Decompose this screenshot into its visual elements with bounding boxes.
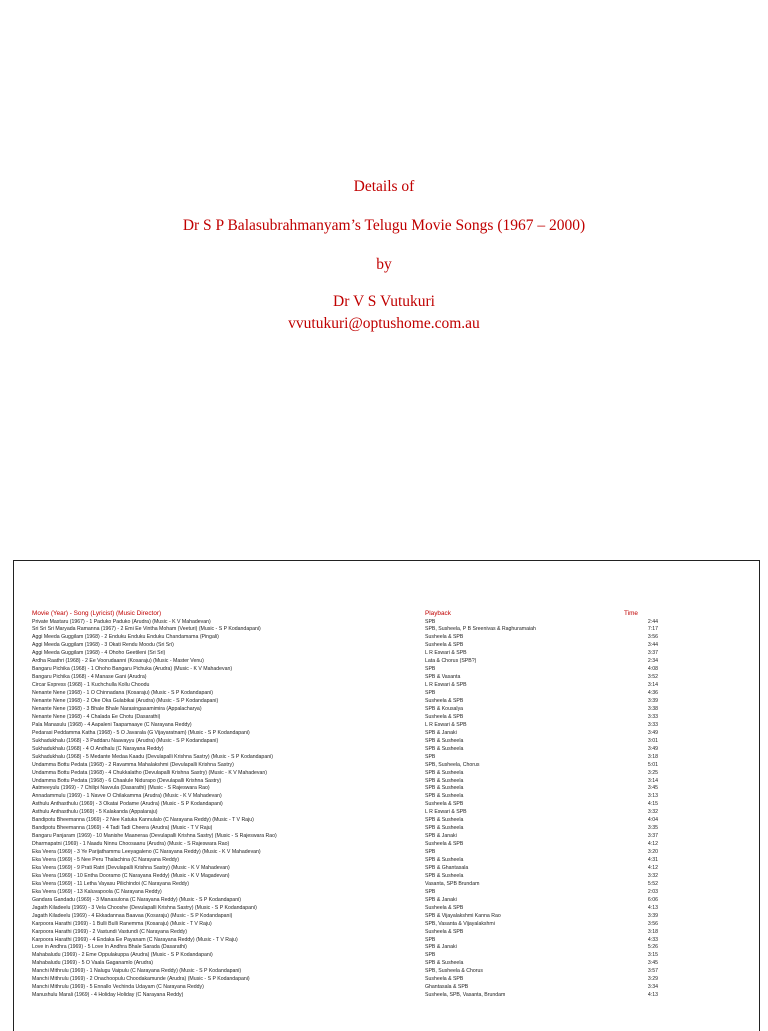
author-name: Dr V S Vutukuri bbox=[333, 293, 435, 310]
table-row bbox=[14, 690, 759, 698]
playback-cell: SPB & Janaki bbox=[425, 944, 457, 951]
table-row bbox=[14, 825, 759, 833]
table-row bbox=[14, 984, 759, 992]
song-cell: Undamma Bottu Pedata (1968) - 2 Ravamma Mahalakshmi (Devulapalli Krishna Sastry) bbox=[32, 761, 234, 768]
table-row bbox=[14, 793, 759, 801]
playback-cell: Susheela & SPB bbox=[425, 801, 464, 808]
table-row bbox=[14, 992, 759, 1000]
table-row bbox=[14, 960, 759, 968]
song-cell: Karpoora Harathi (1969) - 2 Vastundi Vastundi (C Narayana Reddy) bbox=[32, 928, 187, 935]
playback-cell: SPB bbox=[425, 849, 436, 856]
time-cell: 4:15 bbox=[647, 801, 658, 808]
table-row bbox=[14, 698, 759, 706]
time-cell: 4:13 bbox=[647, 992, 658, 999]
time-cell: 4:08 bbox=[647, 666, 658, 673]
song-cell: Karpoora Harathi (1969) - 1 Bulli Bulli Ranemma (Kosaraju) (Music - T V Raju) bbox=[32, 920, 212, 927]
song-cell: Undamma Bottu Pedata (1968) - 4 Chukkalatho (Devulapalli Krishna Sastry) (Music - K V Mahadevan) bbox=[32, 769, 267, 776]
playback-cell: SPB & Susheela bbox=[425, 817, 464, 824]
playback-cell: Susheela & SPB bbox=[425, 841, 464, 848]
playback-cell: SPB & Janaki bbox=[425, 896, 457, 903]
playback-cell: SPB & Kousalya bbox=[425, 705, 464, 712]
song-cell: Bangaru Pichika (1968) - 1 Ohoho Bangaru Pichuka (Arudra) (Music - K V Mahadevan) bbox=[32, 666, 233, 673]
table-row bbox=[14, 658, 759, 666]
song-cell: Pala Manasulu (1968) - 4 Aapaleni Taapamaaye (C Narayana Reddy) bbox=[32, 721, 192, 728]
table-row bbox=[14, 634, 759, 642]
table-row bbox=[14, 762, 759, 770]
time-cell: 4:36 bbox=[647, 690, 658, 697]
song-cell: Nenante Nene (1968) - 3 Bhale Bhale Narasingasamimira (Appalacharya) bbox=[32, 705, 202, 712]
time-cell: 3:57 bbox=[647, 968, 658, 975]
time-cell: 3:45 bbox=[647, 785, 658, 792]
author-email: vvutukuri@optushome.com.au bbox=[288, 315, 480, 332]
playback-cell: SPB & Vijayalakshmi Kanna Rao bbox=[425, 912, 501, 919]
table-row bbox=[14, 730, 759, 738]
table-row bbox=[14, 674, 759, 682]
song-cell: Manushulu Marali (1969) - 4 Holiday Holiday (C Narayana Reddy) bbox=[32, 992, 184, 999]
song-cell: Asthulu Anthasthulu (1969) - 3 Okatai Podame (Arudra) (Music - S P Kodandapani) bbox=[32, 801, 223, 808]
title-details-of: Details of bbox=[353, 178, 415, 195]
table-row bbox=[14, 937, 759, 945]
time-cell: 3:15 bbox=[647, 952, 658, 959]
table-row bbox=[14, 785, 759, 793]
table-row bbox=[14, 921, 759, 929]
table-row bbox=[14, 913, 759, 921]
playback-cell: SPB bbox=[425, 936, 436, 943]
song-cell: Sri Sri Sri Maryada Ramanna (1967) - 2 Emi Ee Vintha Moham (Veeturi) (Music - S P Kodandapani) bbox=[32, 626, 261, 633]
song-cell: Undamma Bottu Pedata (1968) - 6 Chaalule Nidurapo (Devulapalli Krishna Sastry) bbox=[32, 777, 222, 784]
time-cell: 3:14 bbox=[647, 777, 658, 784]
time-cell: 3:33 bbox=[647, 721, 658, 728]
song-cell: Sukhadukhalu (1968) - 3 Paddaru Naavayyu (Arudra) (Music - S P Kodandapani) bbox=[32, 737, 219, 744]
table-row bbox=[14, 682, 759, 690]
playback-cell: SPB, Susheela & Chorus bbox=[425, 968, 483, 975]
table-row bbox=[14, 666, 759, 674]
song-cell: Ardha Raathri (1968) - 2 Ee Voorudaanni (Kosaraju) (Music - Master Venu) bbox=[32, 658, 204, 665]
table-row bbox=[14, 873, 759, 881]
playback-cell: SPB & Janaki bbox=[425, 729, 457, 736]
table-row bbox=[14, 833, 759, 841]
song-cell: Bangaru Panjaram (1969) - 10 Manishe Maaneraa (Devulapalli Krishna Sastry) (Music - S Rajeswara Rao) bbox=[32, 833, 277, 840]
time-cell: 5:01 bbox=[647, 761, 658, 768]
playback-cell: Lata & Chorus (SPB?) bbox=[425, 658, 477, 665]
table-row bbox=[14, 738, 759, 746]
time-cell: 3:44 bbox=[647, 642, 658, 649]
playback-cell: SPB bbox=[425, 618, 436, 625]
table-row bbox=[14, 857, 759, 865]
song-cell: Asthulu Anthasthulu (1969) - 5 Kalakanda (Appalaraju) bbox=[32, 809, 158, 816]
playback-cell: SPB & Susheela bbox=[425, 777, 464, 784]
playback-cell: L R Eswari & SPB bbox=[425, 682, 467, 689]
table-row bbox=[14, 809, 759, 817]
song-cell: Bandipotu Bheemanna (1969) - 2 Nee Katuka Kannulalo (C Narayana Reddy) (Music - T V Raju) bbox=[32, 817, 254, 824]
song-cell: Mahabaludu (1969) - 5 O Vaala Gaganamlo (Arudra) bbox=[32, 960, 154, 967]
time-cell: 3:49 bbox=[647, 729, 658, 736]
title-main: Dr S P Balasubrahmanyam’s Telugu Movie Songs (1967 – 2000) bbox=[182, 217, 586, 234]
table-row bbox=[14, 754, 759, 762]
table-row bbox=[14, 626, 759, 634]
time-cell: 3:35 bbox=[647, 825, 658, 832]
time-cell: 3:38 bbox=[647, 705, 658, 712]
song-cell: Eka Veera (1969) - 11 Letha Vayasu Pilichindoi (C Narayana Reddy) bbox=[32, 880, 189, 887]
table-row bbox=[14, 706, 759, 714]
playback-cell: Susheela & SPB bbox=[425, 698, 464, 704]
time-cell: 3:25 bbox=[647, 769, 658, 776]
playback-cell: SPB & Vasanta bbox=[425, 674, 461, 681]
playback-cell: Susheela & SPB bbox=[425, 904, 464, 911]
time-cell: 3:34 bbox=[647, 984, 658, 991]
playback-cell: SPB, Vasanta & Vijayalakshmi bbox=[425, 920, 495, 927]
playback-cell: SPB & Susheela bbox=[425, 825, 464, 832]
playback-cell: Susheela & SPB bbox=[425, 928, 464, 935]
song-cell: Annadammulu (1969) - 1 Navve O Chilakamma (Arudra) (Music - K V Mahadevan) bbox=[32, 793, 222, 800]
song-cell: Aatmeeyulu (1969) - 7 Chilipi Navvula (Dasarathi) (Music - S Rajeswara Rao) bbox=[32, 785, 210, 792]
song-cell: Nenante Nene (1968) - 2 Oke Oka Gulabikai (Arudra) (Music - S P Kodandapani) bbox=[32, 698, 219, 704]
header-time: Time bbox=[624, 610, 638, 617]
playback-cell: Susheela & SPB bbox=[425, 713, 464, 720]
playback-cell: SPB & Ghantasala bbox=[425, 864, 469, 871]
playback-cell: SPB & Susheela bbox=[425, 737, 464, 744]
title-by: by bbox=[376, 256, 392, 273]
playback-cell: Susheela & SPB bbox=[425, 642, 464, 649]
playback-cell: SPB & Susheela bbox=[425, 785, 464, 792]
time-cell: 3:20 bbox=[647, 849, 658, 856]
song-cell: Manchi Mithrulu (1969) - 2 Onachoopulu Choodakamunde (Arudra) (Music - S P Kodandapani) bbox=[32, 976, 250, 983]
song-cell: Eka Veera (1969) - 5 Nee Peru Thalachina (C Narayana Reddy) bbox=[32, 857, 179, 863]
table-row bbox=[14, 929, 759, 937]
song-cell: Dharmapatni (1969) - 1 Naadu Ninnu Choosaanu (Arudra) (Music - S Rajeswara Rao) bbox=[32, 841, 230, 848]
table-row bbox=[14, 841, 759, 849]
table-row bbox=[14, 944, 759, 952]
playback-cell: SPB & Susheela bbox=[425, 872, 464, 879]
time-cell: 3:33 bbox=[647, 713, 658, 720]
song-cell: Eka Veera (1969) - 10 Entha Dooramo (C Narayana Reddy) (Music - K V Magadevan) bbox=[32, 872, 230, 879]
song-cell: Eka Veera (1969) - 13 Kaluvapoola (C Narayana Reddy) bbox=[32, 888, 162, 895]
song-cell: Bandipotu Bheemanna (1969) - 4 Tadi Tadi Cheera (Arudra) (Music - T V Raju) bbox=[32, 825, 213, 832]
song-cell: Circar Express (1968) - 1 Kuchchulla Kollu Choodu bbox=[32, 682, 150, 689]
song-cell: Eka Veera (1969) - 3 Ye Parijathammu Leeyagaleno (C Narayana Reddy) (Music - K V Mahadevan) bbox=[32, 849, 261, 856]
song-cell: Private Mastaru (1967) - 1 Paduko Paduko (Arudra) (Music - K V Mahadevan) bbox=[32, 618, 211, 625]
time-cell: 3:29 bbox=[647, 976, 658, 983]
table-row bbox=[14, 889, 759, 897]
playback-cell: SPB bbox=[425, 888, 436, 895]
song-cell: Bangaru Pichika (1968) - 4 Manase Gani (Arudra) bbox=[32, 674, 147, 681]
table-row bbox=[14, 714, 759, 722]
table-row bbox=[14, 650, 759, 658]
time-cell: 6:06 bbox=[647, 896, 658, 903]
time-cell: 4:04 bbox=[647, 817, 658, 824]
time-cell: 3:37 bbox=[647, 833, 658, 840]
playback-cell: SPB & Susheela bbox=[425, 769, 464, 776]
table-row bbox=[14, 952, 759, 960]
song-cell: Manchi Mithrulu (1969) - 5 Ennallo Vechinda Udayam (C Narayana Reddy) bbox=[32, 984, 204, 991]
time-cell: 2:34 bbox=[647, 658, 658, 665]
time-cell: 3:56 bbox=[647, 920, 658, 927]
playback-cell: SPB bbox=[425, 952, 436, 959]
time-cell: 3:14 bbox=[647, 682, 658, 689]
playback-cell: SPB & Susheela bbox=[425, 793, 464, 800]
table-row bbox=[14, 642, 759, 650]
table-row bbox=[14, 801, 759, 809]
playback-cell: SPB bbox=[425, 753, 436, 760]
playback-cell: SPB, Susheela, Chorus bbox=[425, 761, 480, 768]
time-cell: 4:31 bbox=[647, 857, 658, 863]
playback-cell: SPB, Susheela, P B Sreenivas & Raghuramaiah bbox=[425, 626, 536, 633]
playback-cell: Susheela & SPB bbox=[425, 976, 464, 983]
time-cell: 3:52 bbox=[647, 674, 658, 681]
table-row bbox=[14, 865, 759, 873]
table-row bbox=[14, 881, 759, 889]
playback-cell: L R Eswari & SPB bbox=[425, 721, 467, 728]
time-cell: 3:18 bbox=[647, 928, 658, 935]
playback-cell: Susheela & SPB bbox=[425, 634, 464, 641]
song-cell: Manchi Mithrulu (1969) - 1 Nalugu Vaipulu (C Narayana Reddy) (Music - S P Kodandapani) bbox=[32, 968, 242, 975]
table-row bbox=[14, 897, 759, 905]
table-row bbox=[14, 619, 759, 627]
song-cell: Eka Veera (1969) - 9 Prati Ratri (Devulapalli Krishna Sastry) (Music - K V Mahadevan) bbox=[32, 864, 230, 871]
time-cell: 2:03 bbox=[647, 888, 658, 895]
time-cell: 4:13 bbox=[647, 904, 658, 911]
table-row bbox=[14, 849, 759, 857]
playback-cell: SPB bbox=[425, 666, 436, 673]
time-cell: 2:44 bbox=[647, 618, 658, 625]
song-cell: Aggi Meeda Guggilam (1968) - 2 Enduku Enduku Enduku Chandamama (Pingali) bbox=[32, 634, 219, 641]
song-cell: Pedarasi Peddamma Katha (1968) - 5 O Javarala (G Vijayaratnam) (Music - S P Kodandapani) bbox=[32, 729, 250, 736]
time-cell: 4:33 bbox=[647, 936, 658, 943]
song-cell: Aggi Meeda Guggilam (1968) - 4 Ohoho Geetileni (Sri Sri) bbox=[32, 650, 166, 657]
song-cell: Sukhadukhalu (1968) - 5 Medante Medaa Kaadu (Devulapalli Krishna Sastry) (Music - S P Kodandapani) bbox=[32, 753, 273, 760]
table-row bbox=[14, 976, 759, 984]
time-cell: 3:49 bbox=[647, 745, 658, 752]
table-row bbox=[14, 722, 759, 730]
time-cell: 5:52 bbox=[647, 880, 658, 887]
time-cell: 3:39 bbox=[647, 912, 658, 919]
time-cell: 3:39 bbox=[647, 698, 658, 704]
time-cell: 3:13 bbox=[647, 793, 658, 800]
table-row bbox=[14, 778, 759, 786]
time-cell: 3:32 bbox=[647, 809, 658, 816]
playback-cell: SPB & Janaki bbox=[425, 833, 457, 840]
time-cell: 7:17 bbox=[647, 626, 658, 633]
time-cell: 4:12 bbox=[647, 864, 658, 871]
playback-cell: Susheela, SPB, Vasanta, Brundam bbox=[425, 992, 506, 999]
table-row bbox=[14, 817, 759, 825]
playback-cell: SPB & Susheela bbox=[425, 960, 464, 967]
time-cell: 5:26 bbox=[647, 944, 658, 951]
playback-cell: Vasanta, SPB Brundam bbox=[425, 880, 480, 887]
time-cell: 3:37 bbox=[647, 650, 658, 657]
header-playback: Playback bbox=[425, 610, 451, 617]
song-cell: Nenante Nene (1968) - 4 Chalada Ee Chotu (Dasarathi) bbox=[32, 713, 161, 720]
table-row bbox=[14, 746, 759, 754]
song-table-page bbox=[13, 560, 760, 1031]
time-cell: 3:45 bbox=[647, 960, 658, 967]
playback-cell: L R Eswari & SPB bbox=[425, 809, 467, 816]
song-cell: Love in Andhra (1969) - 5 Love In Andhra Bhale Sarada (Dasarathi) bbox=[32, 944, 187, 951]
time-cell: 3:01 bbox=[647, 737, 658, 744]
time-cell: 3:56 bbox=[647, 634, 658, 641]
time-cell: 4:12 bbox=[647, 841, 658, 848]
song-cell: Nenante Nene (1968) - 1 O Chinnadana (Kosaraju) (Music - S P Kodandapani) bbox=[32, 690, 213, 697]
song-cell: Gandara Gandadu (1969) - 3 Manasulona (C Narayana Reddy) (Music - S P Kodandapani) bbox=[32, 896, 241, 903]
table-row bbox=[14, 770, 759, 778]
song-cell: Aggi Meeda Guggilam (1968) - 3 Okati Rendu Moodu (Sri Sri) bbox=[32, 642, 174, 649]
song-cell: Mahabaludu (1969) - 2 Eme Oppulakuppa (Arudra) (Music - S P Kodandapani) bbox=[32, 952, 213, 959]
table-row bbox=[14, 905, 759, 913]
playback-cell: SPB & Susheela bbox=[425, 745, 464, 752]
song-cell: Sukhadukhalu (1968) - 4 O Andhalu (C Narayana Reddy) bbox=[32, 745, 164, 752]
song-cell: Jagath Kiladeelu (1969) - 4 Ekkadannaa Baavaa (Kosaraju) (Music - S P Kodandapani) bbox=[32, 912, 233, 919]
playback-cell: SPB & Susheela bbox=[425, 857, 464, 863]
playback-cell: SPB bbox=[425, 690, 436, 697]
song-cell: Jagath Kiladeelu (1969) - 3 Vela Chooshe (Devulapalli Krishna Sastry) (Music - S P Kodandapani) bbox=[32, 904, 257, 911]
time-cell: 3:32 bbox=[647, 872, 658, 879]
time-cell: 3:18 bbox=[647, 753, 658, 760]
table-row bbox=[14, 968, 759, 976]
header-song: Movie (Year) - Song (Lyricist) (Music Director) bbox=[32, 610, 162, 617]
playback-cell: L R Eswari & SPB bbox=[425, 650, 467, 657]
song-cell: Karpoora Harathi (1969) - 4 Endaka Ee Payanam (C Narayana Reddy) (Music - T V Raju) bbox=[32, 936, 238, 943]
playback-cell: Ghantasala & SPB bbox=[425, 984, 469, 991]
